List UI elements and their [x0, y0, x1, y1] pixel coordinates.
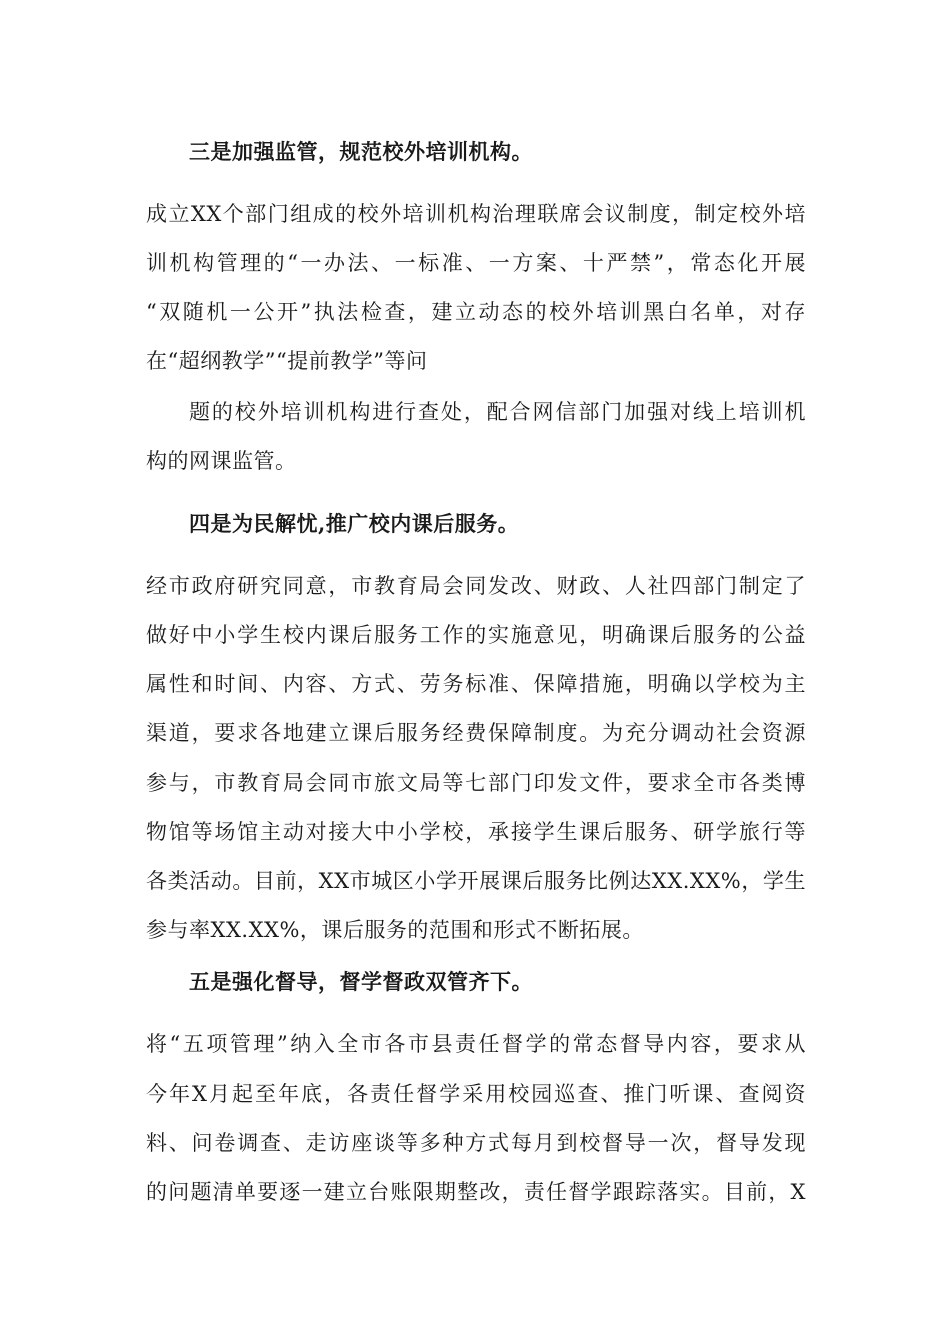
paragraph-line: 经市政府研究同意，市教育局会同发改、财政、人社四部门制定了	[146, 574, 806, 598]
paragraph-line: 在“超纲教学”“提前教学”等问	[146, 349, 428, 373]
paragraph-line: 成立XX个部门组成的校外培训机构治理联席会议制度，制定校外培	[146, 202, 806, 226]
section-heading-5: 五是强化督导，督学督政双管齐下。	[189, 969, 533, 994]
paragraph-line: 物馆等场馆主动对接大中小学校，承接学生课后服务、研学旅行等	[146, 820, 806, 844]
paragraph-line: 料、问卷调查、走访座谈等多种方式每月到校督导一次，督导发现	[146, 1131, 806, 1155]
paragraph-line: 的问题清单要逐一建立台账限期整改，责任督学跟踪落实。目前，X	[146, 1180, 806, 1204]
paragraph-line: 训机构管理的“一办法、一标准、一方案、十严禁”，常态化开展	[146, 251, 806, 275]
paragraph-line: 参与率XX.XX%，课后服务的范围和形式不断拓展。	[146, 918, 644, 942]
paragraph-line: 各类活动。目前，XX市城区小学开展课后服务比例达XX.XX%，学生	[146, 869, 806, 893]
paragraph-line: 构的网课监管。	[146, 449, 297, 473]
paragraph-line: 将“五项管理”纳入全市各市县责任督学的常态督导内容，要求从	[146, 1032, 806, 1056]
section-heading-4: 四是为民解忧,推广校内课后服务。	[189, 511, 520, 536]
paragraph-line: 属性和时间、内容、方式、劳务标准、保障措施，明确以学校为主	[146, 672, 806, 696]
paragraph-line: 渠道，要求各地建立课后服务经费保障制度。为充分调动社会资源	[146, 721, 806, 745]
paragraph-line: 今年X月起至年底，各责任督学采用校园巡查、推门听课、查阅资	[146, 1082, 806, 1106]
paragraph-line: 参与，市教育局会同市旅文局等七部门印发文件，要求全市各类博	[146, 771, 806, 795]
section-heading-3: 三是加强监管，规范校外培训机构。	[189, 139, 533, 164]
paragraph-line: 做好中小学生校内课后服务工作的实施意见，明确课后服务的公益	[146, 623, 806, 647]
paragraph-line: “双随机一公开”执法检查，建立动态的校外培训黑白名单，对存	[146, 300, 806, 324]
paragraph-line: 题的校外培训机构进行查处，配合网信部门加强对线上培训机	[189, 400, 806, 424]
